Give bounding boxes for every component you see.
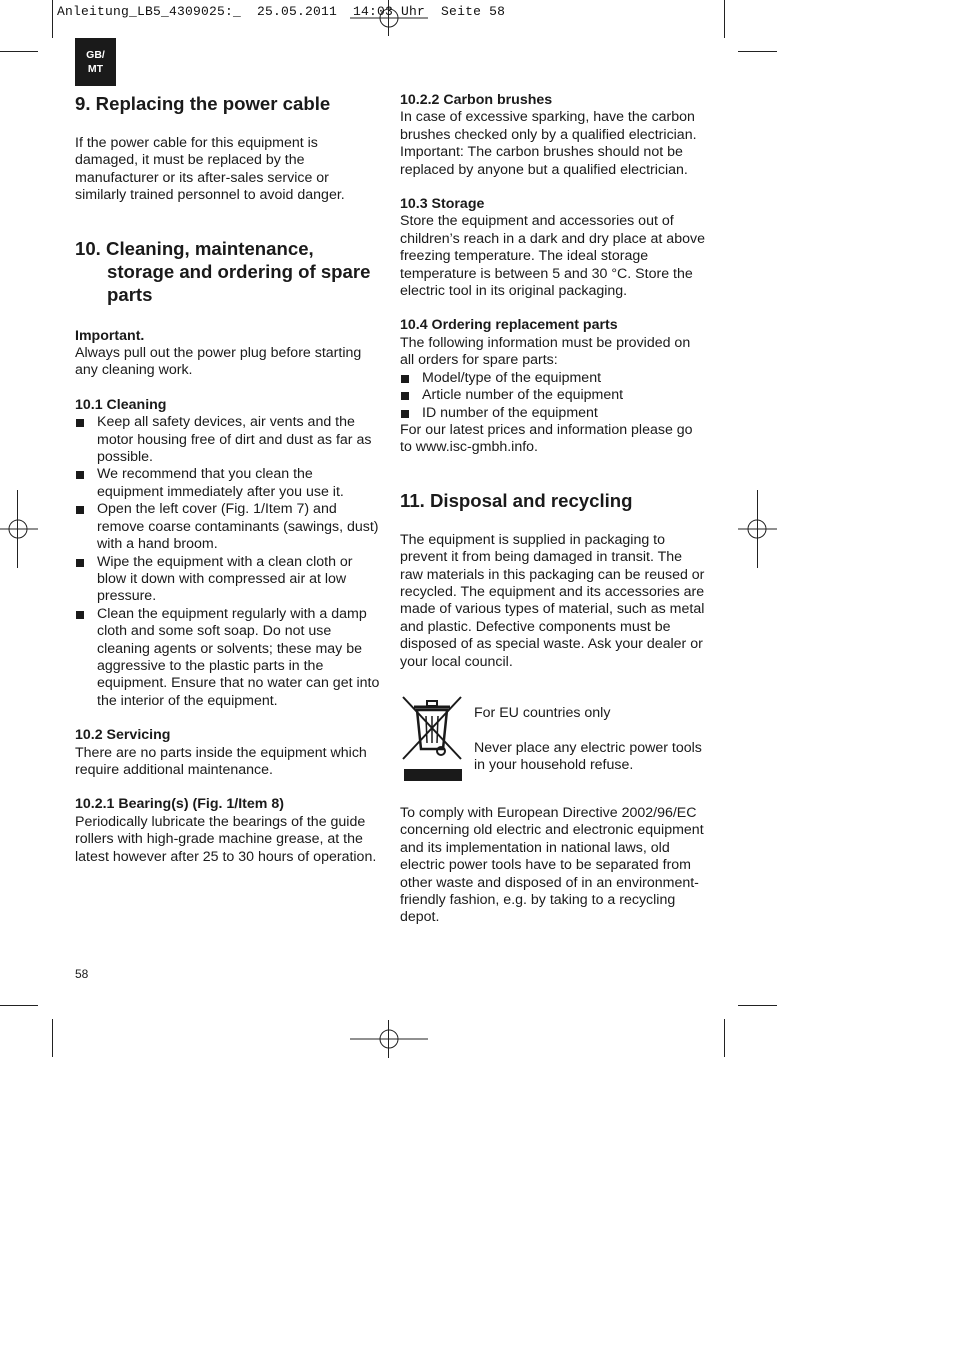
weee-text (474, 689, 705, 785)
important-label: Important. (75, 327, 145, 344)
page-number: 58 (75, 967, 89, 981)
registration-mark-icon (738, 510, 777, 548)
registration-mark-icon (0, 510, 38, 548)
crop-mark (738, 1005, 777, 1006)
section-10-2-1-body: Periodically lubricate the bearings of the guide rollers with high-grade machine grease, at the latest however after 25 to 30 hours of operation. (75, 813, 377, 865)
list-item: Model/type of the equipment (400, 370, 705, 387)
weee-line-2: Never place any electric power tools in your household refuse. (474, 739, 702, 774)
list-item: ID number of the equipment (400, 405, 705, 422)
section-10-4-intro: The following information must be provided on all orders for spare parts: (400, 334, 691, 369)
crop-mark (0, 51, 38, 52)
crop-mark (52, 1019, 53, 1057)
print-header: Anleitung_LB5_4309025:_ 25.05.2011 14:03 Uhr Seite 58 (57, 4, 506, 19)
crop-mark (738, 51, 777, 52)
section-11-directive: To comply with European Directive 2002/96/EC concerning old electric and electronic equipment and its implementation in national laws, old electric power tools have to be separated from other waste and disposed of in an environment-friendly fashion, e.g. by taking to a recycling depot. (400, 804, 704, 926)
weee-notice (400, 689, 705, 785)
section-10-3-body: Store the equipment and accessories out of children’s reach in a dark and dry place at above freezing temperature. The ideal storage temperature is between 5 and 30 °C. Store the electric tool in its original packaging. (400, 213, 705, 300)
registration-mark-icon (350, 1020, 428, 1058)
language-badge-line: GB/ (86, 49, 105, 61)
list-item: Wipe the equipment with a clean cloth or blow it down with compressed air at low pressure. (75, 554, 380, 606)
list-item: Open the left cover (Fig. 1/Item 7) and remove coarse contaminants (sawings, dust) with a hand broom. (75, 501, 380, 553)
weee-line-1: For EU countries only (474, 704, 611, 721)
important-body: Always pull out the power plug before starting any cleaning work. (75, 345, 362, 379)
list-item: Article number of the equipment (400, 387, 705, 404)
section-10-title: 10. Cleaning, maintenance, storage and ordering of spare parts (75, 237, 371, 305)
order-info-list (400, 370, 705, 422)
left-column (75, 92, 380, 866)
section-10-2-title: 10.2 Servicing (75, 727, 171, 744)
section-11-title: 11. Disposal and recycling (400, 489, 633, 511)
section-10-4-title: 10.4 Ordering replacement parts (400, 317, 618, 334)
section-10-2-body: There are no parts inside the equipment which require additional maintenance. (75, 744, 367, 778)
section-10-4-outro: For our latest prices and information please go to www.isc-gmbh.info. (400, 421, 693, 456)
section-10-2-2-title: 10.2.2 Carbon brushes (400, 92, 553, 108)
crop-mark (724, 1019, 725, 1057)
section-10-3-title: 10.3 Storage (400, 196, 485, 213)
list-item: Clean the equipment regularly with a damp cloth and some soft soap. Do not use cleaning agents or solvents; these may be aggressive to the plastic parts in the equipment. Ensure that no water can get into the interior of the equipment. (75, 606, 380, 710)
crop-mark (0, 1005, 38, 1006)
language-badge (75, 38, 116, 86)
crop-mark (52, 0, 53, 38)
section-10-2-2-body: In case of excessive sparking, have the carbon brushes checked only by a qualified electrician. Important: The carbon brushes should not be replaced by anyone but a qualified electrician. (400, 109, 697, 178)
section-9-title: 9. Replacing the power cable (75, 93, 331, 114)
section-10-1-title: 10.1 Cleaning (75, 396, 167, 413)
right-column (400, 92, 705, 927)
list-item: Keep all safety devices, air vents and the motor housing free of dirt and dust as far as possible. (75, 414, 380, 466)
section-9-body: If the power cable for this equipment is damaged, it must be replaced by the manufacturer or its after-sales service or similarly trained personnel to avoid danger. (75, 135, 345, 204)
list-item: We recommend that you clean the equipment immediately after you use it. (75, 466, 380, 501)
section-11-body: The equipment is supplied in packaging to prevent it from being damaged in transit. The raw materials in this packaging can be reused or recycled. The equipment and its accessories are made of various types of material, such as metal and plastic. Defective components must be disposed of as special waste. Ask your dealer or your local council. (400, 531, 705, 670)
section-10-2-1-title: 10.2.1 Bearing(s) (Fig. 1/Item 8) (75, 796, 284, 813)
cleaning-list (75, 414, 380, 710)
language-badge-line: MT (87, 63, 104, 75)
crossed-out-wheelie-bin-icon (400, 689, 464, 785)
crop-mark (724, 0, 725, 38)
